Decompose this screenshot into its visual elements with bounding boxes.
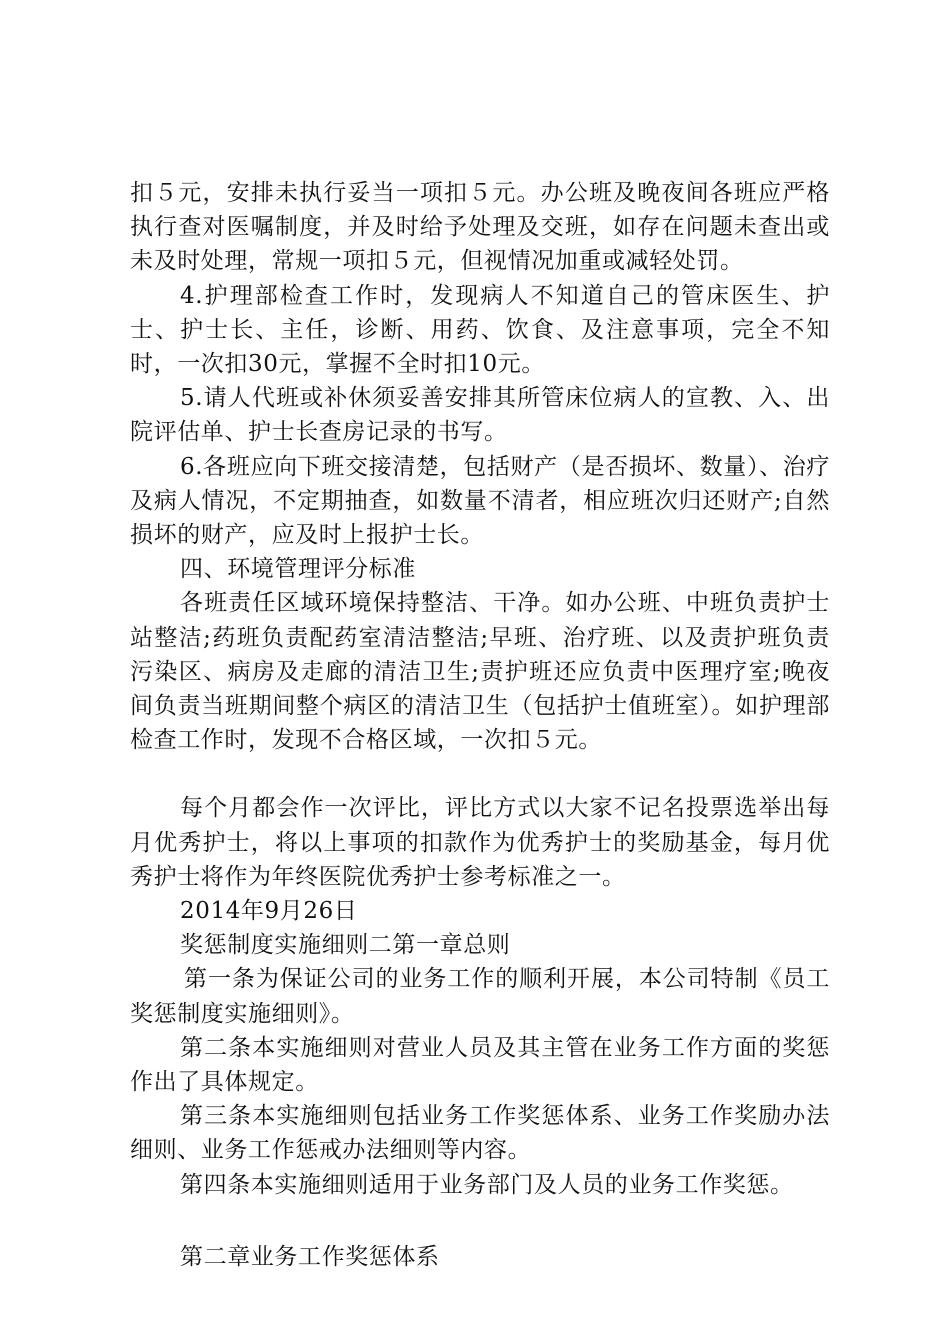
section-heading-environment: 四、环境管理评分标准 (180, 556, 416, 583)
document-date: 2014年9月26日 (180, 898, 358, 925)
document-body (130, 176, 830, 1274)
spacer (130, 1202, 830, 1240)
spacer (130, 757, 830, 791)
article-4: 第四条本实施细则适用于业务部门及人员的业务工作奖惩。 (180, 1171, 794, 1198)
paragraph-monthly-evaluation: 每个月都会作一次评比，评比方式以大家不记名投票选举出每月优秀护士，将以上事项的扣款作为优秀护士的奖励基金，每月优秀护士将作为年终医院优秀护士参考标准之一。 (130, 795, 830, 890)
paragraph-penalty-continued: 扣５元，安排未执行妥当一项扣５元。办公班及晚夜间各班应严格执行查对医嘱制度，并及时给予处理及交班，如存在问题未查出或未及时处理，常规一项扣５元，但视情况加重或减轻处罚。 (130, 180, 830, 275)
chapter-heading-system: 第二章业务工作奖惩体系 (180, 1243, 440, 1270)
paragraph-item-5: 5.请人代班或补休须妥善安排其所管床位病人的宣教、入、出院评估单、护士长查房记录的书写。 (130, 385, 830, 446)
chapter-heading-general: 奖惩制度实施细则二第一章总则 (180, 932, 511, 959)
article-3: 第三条本实施细则包括业务工作奖惩体系、业务工作奖励办法细则、业务工作惩戒办法细则等内容。 (130, 1103, 830, 1164)
paragraph-item-6: 6.各班应向下班交接清楚，包括财产（是否损坏、数量）、治疗及病人情况，不定期抽查，如数量不清者，相应班次归还财产;自然损坏的财产，应及时上报护士长。 (130, 453, 830, 549)
article-2: 第二条本实施细则对营业人员及其主管在业务工作方面的奖惩作出了具体规定。 (130, 1034, 830, 1096)
article-1: 第一条为保证公司的业务工作的顺利开展，本公司特制《员工奖惩制度实施细则》。 (130, 966, 830, 1027)
paragraph-item-4: 4.护理部检查工作时，发现病人不知道自己的管床医生、护士、护士长、主任，诊断、用药、饮食、及注意事项，完全不知时，一次扣30元，掌握不全时扣10元。 (130, 282, 830, 378)
paragraph-environment: 各班责任区域环境保持整洁、干净。如办公班、中班负责护士站整洁;药班负责配药室清洁整洁;早班、治疗班、以及责护班负责污染区、病房及走廊的清洁卫生;责护班还应负责中医理疗室;晚夜间负责当班期间整个病区的清洁卫生（包括护士值班室）。如护理部检查工作时，发现不合格区域，一次扣５元。 (130, 590, 830, 754)
